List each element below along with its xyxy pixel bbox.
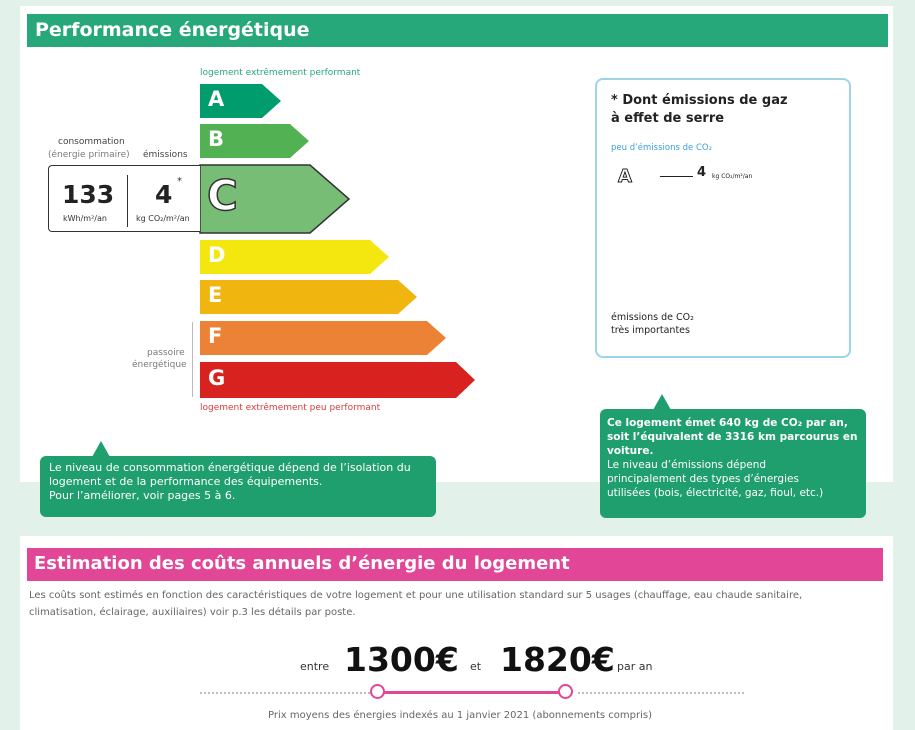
emissions-label: émissions xyxy=(143,150,188,160)
emission-asterisk: * xyxy=(177,176,182,187)
costs-description-line-2: climatisation, éclairage, auxiliaires) voir p.3 les détails par poste. xyxy=(29,607,356,618)
ges-bubble-line-6: utilisées (bois, électricité, gaz, fioul, etc.) xyxy=(607,487,824,499)
ges-letter-f: F xyxy=(617,274,625,287)
ges-bubble-line-5: principalement des types d’énergies xyxy=(607,473,799,485)
energy-letter-f: F xyxy=(208,324,223,348)
cost-range-dotted-right xyxy=(578,692,744,694)
ges-high-line-2: très importantes xyxy=(611,325,690,336)
cost-range-bar xyxy=(384,691,560,694)
cost-max-value: 1820€ xyxy=(500,640,615,679)
ges-bubble-line-3: voiture. xyxy=(607,445,654,457)
cost-range-dotted-left xyxy=(200,692,370,694)
energy-letter-e: E xyxy=(208,283,223,307)
price-note: Prix moyens des énergies indexés au 1 janvier 2021 (abonnements compris) xyxy=(268,710,652,721)
cost-range-max-marker xyxy=(558,684,573,699)
energy-section-header: Performance énergétique xyxy=(27,14,888,47)
energy-bar-g xyxy=(200,362,475,398)
ges-pointer-line xyxy=(660,176,693,177)
bubble-pointer-left xyxy=(92,441,110,457)
costs-section-header: Estimation des coûts annuels d’énergie du logement xyxy=(27,548,883,581)
energy-letter-d: D xyxy=(208,243,226,267)
cost-min-value: 1300€ xyxy=(344,640,459,679)
cost-range-min-marker xyxy=(370,684,385,699)
energy-info-line-1: Le niveau de consommation énergétique dépend de l’isolation du xyxy=(49,461,411,474)
energy-info-line-3: Pour l’améliorer, voir pages 5 à 6. xyxy=(49,489,236,502)
cost-et-label: et xyxy=(470,660,482,673)
bubble-pointer-right xyxy=(653,394,671,410)
ges-info-bubble xyxy=(600,409,866,518)
ges-title xyxy=(611,92,811,128)
ges-title-line-1: * Dont émissions de gaz xyxy=(611,93,788,108)
ges-letter-e: E xyxy=(617,255,625,268)
passoire-energetique-label: énergétique xyxy=(132,360,187,370)
value-box-divider xyxy=(127,175,128,227)
ges-letter-b: B xyxy=(617,196,626,209)
energy-info-bubble xyxy=(40,456,436,517)
emission-value: 4 xyxy=(155,180,173,209)
ges-bubble-line-4: Le niveau d’émissions dépend xyxy=(607,459,767,471)
consumption-value: 133 xyxy=(62,180,115,209)
ges-letter-a-current: A xyxy=(618,166,632,187)
ges-letter-c: C xyxy=(617,215,626,228)
ges-low-label: peu d’émissions de CO₂ xyxy=(611,143,712,153)
costs-description xyxy=(29,587,884,621)
ges-bubble-line-2: soit l’équivalent de 3316 km parcourus en xyxy=(607,431,858,443)
ges-bubble-line-1: Ce logement émet 640 kg de CO₂ par an, xyxy=(607,417,848,429)
costs-description-line-1: Les coûts sont estimés en fonction des caractéristiques de votre logement et pour une utilisation standard sur 5 usages (chauffage, eau chaude sanitaire, xyxy=(29,590,803,601)
passoire-label: passoire xyxy=(147,348,185,358)
energie-primaire-label: (énergie primaire) xyxy=(48,150,130,160)
top-performance-label: logement extrêmement performant xyxy=(200,68,361,78)
energy-letter-c-current: C xyxy=(207,171,238,220)
cost-entre-label: entre xyxy=(300,660,330,673)
bottom-performance-label: logement extrêmement peu performant xyxy=(200,403,381,413)
consommation-label: consommation xyxy=(58,137,125,147)
consumption-unit: kWh/m²/an xyxy=(63,214,107,223)
energy-bar-d xyxy=(200,240,389,274)
ges-letter-d: D xyxy=(617,235,627,248)
energy-letter-g: G xyxy=(208,366,226,390)
ges-letter-g: G xyxy=(617,294,627,307)
energy-bar-e xyxy=(200,280,417,314)
emission-unit: kg CO₂/m²/an xyxy=(136,214,190,223)
energy-letter-a: A xyxy=(208,87,225,111)
ges-high-label xyxy=(611,311,694,337)
energy-info-line-2: logement et de la performance des équipements. xyxy=(49,475,323,488)
ges-unit: kg CO₂/m²/an xyxy=(712,173,753,180)
cost-par-an-label: par an xyxy=(617,660,653,673)
energy-bar-f xyxy=(200,321,446,355)
ges-high-line-1: émissions de CO₂ xyxy=(611,312,694,323)
ges-value: 4 xyxy=(697,165,707,180)
ges-title-line-2: à effet de serre xyxy=(611,111,725,126)
energy-letter-b: B xyxy=(208,127,225,151)
